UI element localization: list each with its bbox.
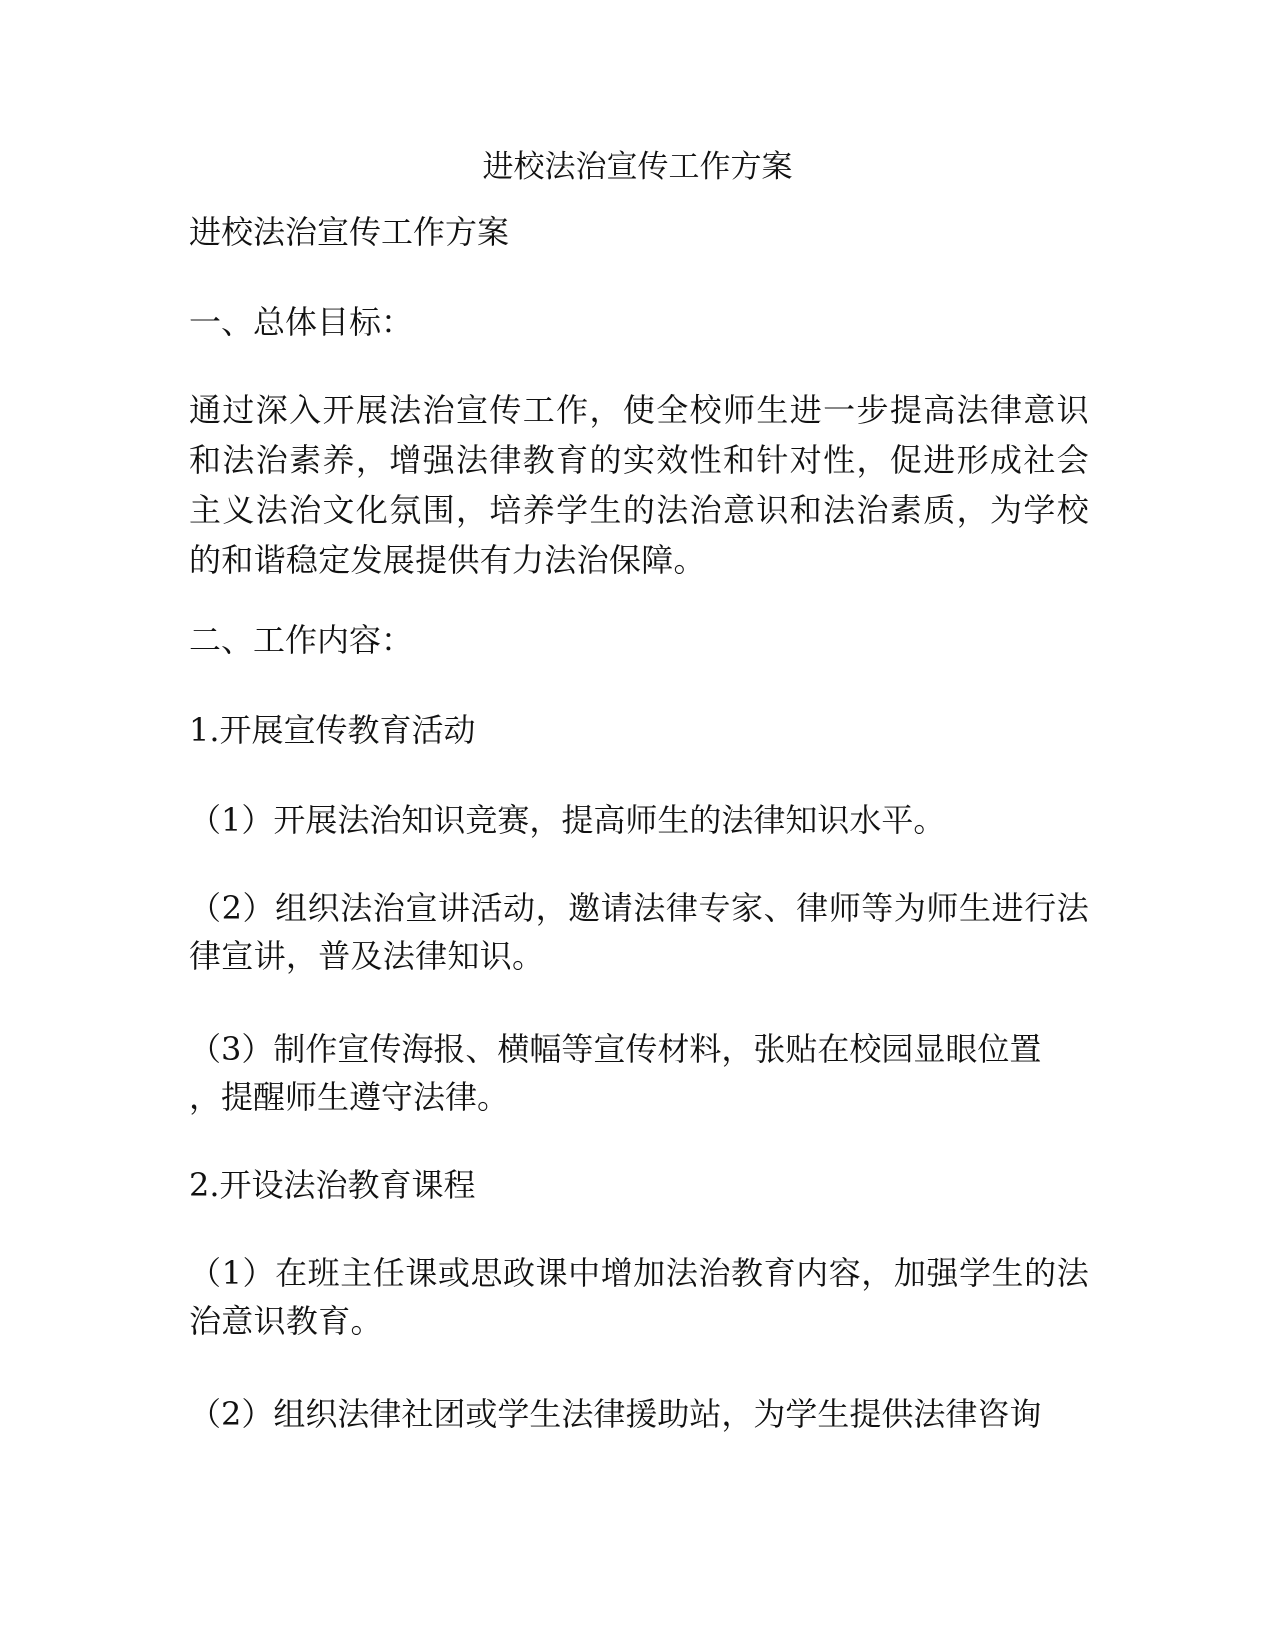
item1-sub2: （2）组织法治宣讲活动，邀请法律专家、律师等为师生进行法律宣讲，普及法律知识。 bbox=[189, 889, 1089, 975]
item1-sub1: （1）开展法治知识竞赛，提高师生的法律知识水平。 bbox=[189, 801, 946, 839]
section2-heading: 二、工作内容： bbox=[189, 621, 414, 659]
document-subtitle: 进校法治宣传工作方案 bbox=[189, 213, 510, 251]
item2-sub2: （2）组织法律社团或学生法律援助站，为学生提供法律咨询 bbox=[189, 1395, 1042, 1433]
item1-heading: 1.开展宣传教育活动 bbox=[189, 711, 476, 749]
item1-sub3-line2: ，提醒师生遵守法律。 bbox=[189, 1078, 510, 1116]
item2-heading: 2.开设法治教育课程 bbox=[189, 1166, 476, 1204]
item1-sub3-line1: （3）制作宣传海报、横幅等宣传材料，张贴在校园显眼位置 bbox=[189, 1030, 1042, 1068]
section1-heading: 一、总体目标： bbox=[189, 303, 414, 341]
section1-body: 通过深入开展法治宣传工作，使全校师生进一步提高法律意识和法治素养，增强法律教育的实效性和针对性，促进形成社会主义法治文化氛围，培养学生的法治意识和法治素质，为学校的和谐稳定发展提供有力法治保障。 bbox=[189, 391, 1089, 579]
document-title: 进校法治宣传工作方案 bbox=[482, 149, 793, 185]
item2-sub1: （1）在班主任课或思政课中增加法治教育内容，加强学生的法治意识教育。 bbox=[189, 1254, 1089, 1340]
